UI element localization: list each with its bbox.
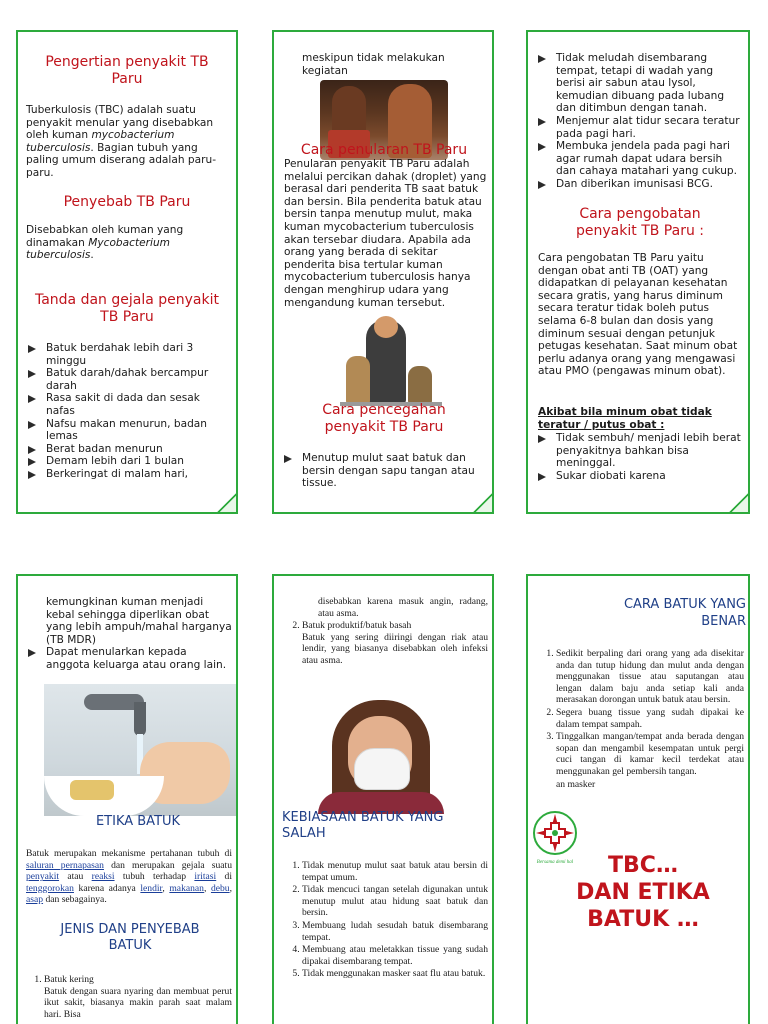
list-item: Demam lebih dari 1 bulan: [26, 455, 232, 468]
text-continuation: disebabkan karena masuk angin, radang, atau asma.: [318, 596, 488, 619]
link-makanan[interactable]: makanan: [169, 882, 204, 894]
heading-cara-pengobatan: Cara pengobatan penyakit TB Paru :: [576, 206, 704, 239]
list-item: 2. Segera buang tissue yang sudah dipakai ke dalam tempat sampah.: [556, 707, 744, 730]
cover-title: TBC… DAN ETIKA BATUK …: [576, 853, 710, 932]
heading-tanda-gejala: Tanda dan gejala penyakit TB Paru: [34, 292, 219, 325]
list-item: an masker: [556, 778, 596, 790]
heading-cara-pencegahan: Cara pencegahan penyakit TB Paru: [322, 402, 446, 435]
list-item: 2. Batuk produktif/batuk basah Batuk yang sering diiringi dengan riak atau lendir, yang biasanya disebabkan oleh infeksi atau asma.: [302, 620, 488, 666]
link-reaksi[interactable]: reaksi: [91, 871, 115, 883]
list-item: 1. Sedikit berpaling dari orang yang ada disekitar anda dan tutup hidung dan mulut anda dengan menggunakan tissue atau saputangan atau lengan dalam baju anda setiap kali anda merasakan dorongan untuk batuk atau bersin.: [556, 648, 744, 706]
organization-logo: [532, 810, 578, 865]
list-item: 4. Membuang atau meletakkan tissue yang sudah dipakai disembarang tempat.: [302, 944, 488, 967]
heading-cara-penularan: Cara penularan TB Paru: [300, 142, 468, 158]
list-item: Berkeringat di malam hari,: [26, 468, 232, 481]
heading-penyebab: Penyebab TB Paru: [63, 194, 191, 210]
list-item: Tidak meludah disembarang tempat, tetapi di wadah yang berisi air sabun atau lysol, kemudian dibuang pada lubang dan ditimbun dengan tanah.: [536, 52, 744, 115]
list-item: Tidak sembuh/ menjadi lebih berat penyakitnya bahkan bisa meninggal.: [536, 432, 744, 470]
page-fold-icon: [472, 492, 494, 514]
list-cara-batuk-benar: [538, 648, 744, 791]
list-item: Berat badan menurun: [26, 443, 232, 456]
page-fold-icon: [728, 492, 750, 514]
list-item: 3. Membuang ludah sesudah batuk disembarang tempat.: [302, 920, 488, 943]
panel-cover: [526, 574, 750, 1024]
heading-jenis-penyebab: JENIS DAN PENYEBAB BATUK: [60, 922, 200, 953]
text-cara-pengobatan: Cara pengobatan TB Paru yaitu dengan obat anti TB (OAT) yang didapatkan di pelayanan kesehatan secara gratis, yang harus diminum secara teratur tidak boleh putus selama 6-8 bulan dan dosis yang diminum sesuai dengan petunjuk petugas kesehatan. Saat minum obat perlu adanya orang yang mengawasi atau PMO (pengawas minum obat).: [538, 252, 738, 378]
list-akibat-lanjutan: [26, 596, 232, 672]
link-iritasi[interactable]: iritasi: [194, 871, 217, 883]
list-item: Menjemur alat tidur secara teratur pada pagi hari.: [536, 115, 744, 140]
list-item: 3. Tinggalkan mangan/tempat anda berada dengan sopan dan mengambil kesempatan untuk pergi cuci tangan di kamar kecil terdekat atau menggunakan gel pembersih tangan.: [556, 731, 744, 777]
list-kebiasaan-salah: [284, 860, 488, 981]
heading-pengertian: Pengertian penyakit TB Paru: [45, 54, 209, 87]
heading-akibat: Akibat bila minum obat tidak teratur / putus obat :: [538, 406, 712, 431]
list-item: 1. Batuk kering Batuk dengan suara nyaring dan membuat perut ikut sakit, biasanya makin parah saat malam hari. Bisa: [44, 974, 232, 1020]
list-item: 1. Tidak menutup mulut saat batuk atau bersin di tempat umum.: [302, 860, 488, 883]
list-item: Batuk darah/dahak bercampur darah: [26, 367, 232, 392]
panel-pengobatan: [526, 30, 750, 514]
panel-pengertian: [16, 30, 238, 514]
list-pencegahan: [282, 452, 488, 490]
link-saluran-pernapasan[interactable]: saluran pernapasan: [26, 859, 104, 871]
list-item: 2. Tidak mencuci tangan setelah digunakan untuk menutup mulut atau hidung saat batuk dan bersin.: [302, 884, 488, 919]
page-fold-icon: [216, 492, 238, 514]
list-item: Menutup mulut saat batuk dan bersin dengan sapu tangan atau tissue.: [282, 452, 488, 490]
link-penyakit[interactable]: penyakit: [26, 871, 60, 883]
heading-cara-batuk-benar: CARA BATUK YANG BENAR: [623, 597, 746, 629]
list-jenis-batuk: [26, 974, 232, 1021]
list-item: 5. Tidak menggunakan masker saat flu atau batuk.: [302, 968, 488, 980]
link-lendir[interactable]: lendir: [140, 882, 163, 894]
heading-etika-batuk: ETIKA BATUK: [95, 814, 181, 829]
link-tenggorokan[interactable]: tenggorokan: [26, 882, 74, 894]
list-jenis-batuk-lanjutan: [284, 620, 488, 667]
sneezing-woman-photo: [306, 696, 454, 814]
hand-washing-photo: [44, 684, 236, 816]
list-item: Nafsu makan menurun, badan lemas: [26, 418, 232, 443]
list-item: Dan diberikan imunisasi BCG.: [536, 178, 744, 191]
logo-caption: Bersama demi hal: [536, 860, 574, 865]
text-etika-batuk: Batuk merupakan mekanisme pertahanan tubuh di saluran pernapasan dan merupakan gejala suatu penyakit atau reaksi tubuh terhadap iritasi di tenggorokan karena adanya lendir, makanan, debu, asap dan sebagainya.: [26, 848, 233, 906]
list-item: Rasa sakit di dada dan sesak nafas: [26, 392, 232, 417]
panel-etika-batuk: [16, 574, 238, 1024]
list-akibat: [536, 432, 744, 482]
list-item: Batuk berdahak lebih dari 3 minggu: [26, 342, 232, 367]
list-pencegahan-lanjutan: [536, 52, 744, 191]
coughing-family-illustration: [340, 316, 442, 408]
text-pengertian: Tuberkulosis (TBC) adalah suatu penyakit menular yang disebabkan oleh kuman mycobacterium tuberculosis. Bagian tubuh yang paling umum diserang adalah paru-paru.: [26, 104, 217, 179]
heading-kebiasaan-salah: KEBIASAAN BATUK YANG SALAH: [282, 810, 444, 841]
cross-emblem-icon: [532, 810, 578, 856]
panel-penularan: [272, 30, 494, 514]
list-item: Membuka jendela pada pagi hari agar rumah dapat udara bersih dan cahaya matahari yang cukup.: [536, 140, 744, 178]
link-asap[interactable]: asap: [26, 894, 44, 906]
list-tanda-gejala: [26, 342, 232, 481]
panel-kebiasaan: [272, 574, 494, 1024]
text-cara-penularan: Penularan penyakit TB Paru adalah melalui percikan dahak (droplet) yang berasal dari penderita TB saat batuk dan bersin. Bila penderita batuk atau bersin tanpa menutup mulut, maka kuman mycobacterium tuberculosis akan tersebar diudara. Apabila ada orang yang berada di sekitar penderita bisa tertular kuman mycobacterium tuberculosis hanya dengan menghirup udara yang mengandung kuman tersebut.: [284, 158, 487, 309]
list-item: Dapat menularkan kepada anggota keluarga atau orang lain.: [26, 646, 232, 671]
text-penyebab: Disebabkan oleh kuman yang dinamakan Mycobacterium tuberculosis.: [26, 224, 184, 262]
link-debu[interactable]: debu: [210, 882, 230, 894]
text-continuation: meskipun tidak melakukan kegiatan: [302, 52, 445, 77]
list-item: kemungkinan kuman menjadi kebal sehingga diperlikan obat yang lebih ampuh/mahal harganya (TB MDR): [46, 596, 232, 646]
list-item: Sukar diobati karena: [536, 470, 744, 483]
